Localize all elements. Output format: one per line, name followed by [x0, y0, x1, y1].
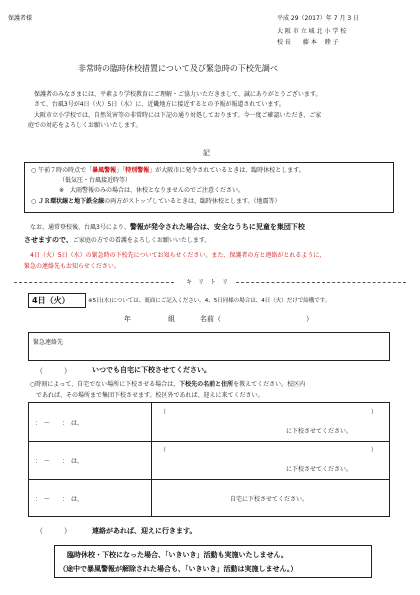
rule-2 — [31, 197, 281, 206]
row-1-go-to: に下校させてください。 — [286, 428, 353, 435]
option-2-line-1 — [30, 380, 305, 389]
destination-row-1 — [29, 403, 389, 442]
para-line-2-a: させますので、 — [24, 236, 73, 244]
rule-1-note-2: ※ 大雨警報のみの場合は、休校となりませんのでご注意ください。 — [59, 187, 245, 194]
ki-heading: 記 — [203, 149, 210, 157]
school-name: 大 阪 市 立 城 北 小 学 校 — [277, 28, 347, 35]
grade-label: 年 — [124, 315, 131, 323]
destination-row-3 — [29, 479, 389, 516]
option-2-line-1-c: を教えてください。校区内 — [233, 381, 306, 388]
para-line-3: 4日（火）5日（水）の緊急時の下校先についてお知らせください。また、保護者の方と連絡がとれるように、 — [30, 252, 326, 259]
row-2-paren-open: （ — [160, 447, 167, 454]
rules-box — [24, 162, 394, 213]
rule-1-suffix: 」が大阪市に発令されているときは、臨時休校とします。 — [149, 167, 305, 174]
day-label: 4日（火） — [32, 296, 70, 305]
principal: 校 長 藤 本 睦 子 — [277, 39, 339, 46]
cut-line-left — [14, 282, 174, 283]
day-note: ※5日(水)については、裏面にご記入ください。4、5日同様の場合は、4日（火）だけで結構です。 — [88, 298, 331, 304]
option-2-line-1-a: ○時刻によって、自宅でない場所に下校させる場合は、 — [30, 381, 180, 388]
special-warning: 特別警報 — [125, 167, 150, 174]
para-line-1-b: 警報が発令された場合は、安全なうちに児童を集団下校 — [129, 223, 305, 231]
row-1-paren-open: （ — [160, 409, 167, 416]
row-2-paren-close: ） — [371, 447, 378, 454]
intro-line-1: 保護者のみなさまには、平素より学校教育にご理解・ご協力いただきまして、誠にありがとうございます。 — [34, 91, 322, 98]
name-label: 名前（ — [200, 315, 221, 323]
row-2-time[interactable]: ： 〜 ： は、 — [35, 458, 84, 465]
para-line-1 — [30, 222, 305, 233]
row-2-go-to: に下校させてください。 — [286, 466, 353, 473]
row-1-paren-close: ） — [371, 409, 378, 416]
row-3-time[interactable]: ： 〜 ： は、 — [35, 496, 84, 503]
emergency-contact-field[interactable] — [28, 332, 390, 361]
intro-line-3: 大阪市立小学校では、自然災害等の非常時には下記の通り対処しております。今一度ご確認いただき、ご家 — [34, 112, 322, 119]
intro-line-4: 庭での対応をよろしくお願いいたします。 — [28, 122, 142, 129]
para-line-2-b: ご家庭の方での看護をよろしくお願いいたします。 — [72, 237, 211, 244]
row-1-time[interactable]: ： 〜 ： は、 — [35, 420, 84, 427]
storm-warning: 暴風警報 — [92, 167, 117, 174]
option-2-dest: 下校先の名前と住所 — [179, 381, 234, 388]
rule-1-note: （低気圧・台風接近時等） — [59, 177, 132, 184]
row-divider — [151, 403, 152, 441]
day-box — [28, 293, 86, 308]
destination-row-2 — [29, 441, 389, 480]
name-close: ） — [306, 315, 313, 323]
recipient: 保護者様 — [8, 15, 33, 22]
rule-1-mid: 」「 — [116, 167, 126, 174]
para-line-4: 緊急の連絡先もお知らせください。 — [24, 263, 120, 270]
row-3-home: 自宅に下校させてください。 — [230, 496, 309, 503]
rule-1-prefix: ○ 午前７時の時点で「 — [31, 167, 93, 174]
option-3-label: 連絡があれば、迎えに行きます。 — [92, 527, 197, 535]
rule-2-prefix: ○ — [31, 198, 39, 205]
cut-label: キ リ ト リ — [186, 279, 229, 286]
para-line-1-a: なお、通常登校後、台風3号により、 — [30, 224, 130, 231]
intro-line-2: さて、台風3号が4日（火）5日（水）に、近畿地方に接近するとの予報が報道されています。 — [34, 101, 285, 108]
rule-2-main: ＪＲ環状線と地下鉄全線 — [38, 198, 105, 205]
date: 平成 29（2017）年 7 月 3 日 — [277, 15, 360, 22]
footer-line-1: 臨時休校・下校になった場合、「いきいき」活動も実施いたしません。 — [67, 551, 288, 559]
rule-2-suffix: の両方がストップしているときは、臨時休校とします。（地震等） — [104, 198, 281, 205]
option-2-line-2: であれば、その場所まで集団下校させます。校区外であれば、迎えに来てください。 — [36, 392, 264, 399]
destination-table — [28, 402, 390, 517]
row-divider — [151, 441, 152, 479]
cut-line-right — [236, 282, 406, 283]
row-divider — [151, 479, 152, 516]
class-label: 組 — [168, 315, 175, 323]
rule-1 — [31, 166, 305, 175]
footer-line-2: （途中で暴風警報が解除された場合も、「いきいき」活動は実施しません。） — [59, 565, 298, 573]
option-3-check[interactable]: （ ） — [36, 527, 71, 535]
option-1-label: いつでも自宅に下校させてください。 — [92, 366, 211, 374]
para-line-2 — [24, 235, 210, 246]
page-title: 非常時の臨時休校措置について及び緊急時の下校先調べ — [78, 64, 278, 73]
option-1-check[interactable]: （ ） — [36, 367, 71, 375]
emergency-contact-label: 緊急連絡先 — [33, 339, 64, 346]
footer-notice — [54, 545, 372, 578]
